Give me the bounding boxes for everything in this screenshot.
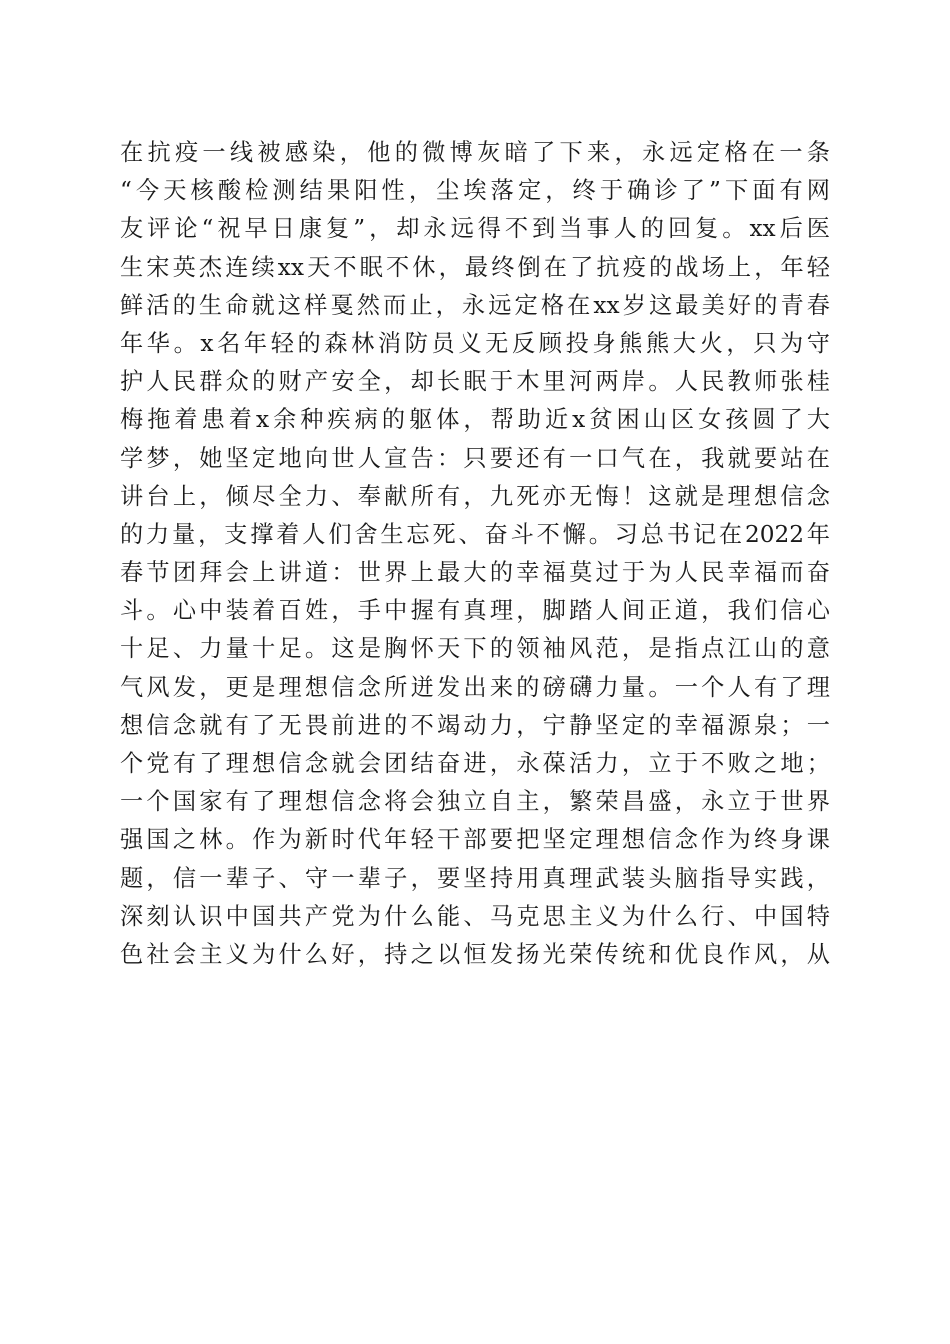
text-line: 生宋英杰连续xx天不眠不休，最终倒在了抗疫的战场上，年轻 <box>120 253 830 281</box>
text-line: 强国之林。作为新时代年轻干部要把坚定理想信念作为终身课 <box>120 826 830 854</box>
text-line: “今天核酸检测结果阳性，尘埃落定，终于确诊了”下面有网 <box>120 177 830 205</box>
text-line: 鲜活的生命就这样戛然而止，永远定格在xx岁这最美好的青春 <box>120 291 830 319</box>
text-line: 学梦，她坚定地向世人宣告：只要还有一口气在，我就要站在 <box>120 444 830 472</box>
text-line: 梅拖着患着x余种疾病的躯体，帮助近x贫困山区女孩圆了大 <box>120 406 830 434</box>
text-line: 个党有了理想信念就会团结奋进，永葆活力，立于不败之地； <box>120 750 830 777</box>
text-line: 在抗疫一线被感染，他的微博灰暗了下来，永远定格在一条 <box>120 139 830 166</box>
text-line: 讲台上，倾尽全力、奉献所有，九死亦无悔！这就是理想信念 <box>120 482 830 510</box>
text-line: 春节团拜会上讲道：世界上最大的幸福莫过于为人民幸福而奋 <box>120 559 830 587</box>
text-line: 友评论“祝早日康复”，却永远得不到当事人的回复。xx后医 <box>120 215 830 243</box>
text-line: 题，信一辈子、守一辈子，要坚持用真理武装头脑指导实践， <box>120 864 830 892</box>
text-line: 护人民群众的财产安全，却长眠于木里河两岸。人民教师张桂 <box>120 368 830 396</box>
text-line: 斗。心中装着百姓，手中握有真理，脚踏人间正道，我们信心 <box>120 597 830 625</box>
text-line: 年华。x名年轻的森林消防员义无反顾投身熊熊大火，只为守 <box>120 329 830 357</box>
body-paragraph <box>120 134 830 974</box>
text-line: 深刻认识中国共产党为什么能、马克思主义为什么行、中国特 <box>120 902 830 930</box>
text-line: 的力量，支撑着人们舍生忘死、奋斗不懈。习总书记在2022年 <box>120 520 830 548</box>
text-line: 想信念就有了无畏前进的不竭动力，宁静坚定的幸福源泉；一 <box>120 711 830 739</box>
text-line: 十足、力量十足。这是胸怀天下的领袖风范，是指点江山的意 <box>120 635 830 663</box>
text-line: 气风发，更是理想信念所迸发出来的磅礴力量。一个人有了理 <box>120 673 830 701</box>
text-line: 一个国家有了理想信念将会独立自主，繁荣昌盛，永立于世界 <box>120 788 830 816</box>
text-line: 色社会主义为什么好，持之以恒发扬光荣传统和优良作风，从 <box>120 940 830 968</box>
